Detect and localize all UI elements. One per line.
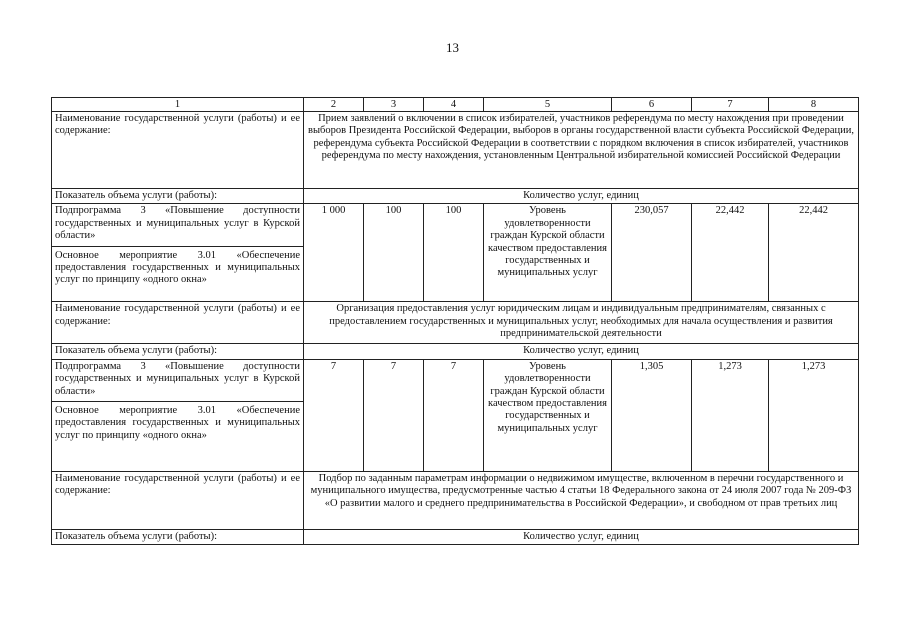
service-name-label: Наименование государственной услуги (работы) и ее содержание: (52, 471, 304, 529)
service-name-text: Организация предоставления услуг юридическим лицам и индивидуальным предпринимателям, связанных с предоставлением государственных и муниципальных услуг, необходимых для начала осуществления и развития предпринимательской деятельности (304, 302, 859, 344)
value-col3: 7 (364, 359, 424, 471)
volume-row (52, 189, 859, 204)
column-number: 2 (304, 98, 364, 112)
indicator-text: Уровень удовлетворенности граждан Курской области качеством предоставления государственных и муниципальных услуг (484, 359, 612, 471)
program-row (52, 359, 859, 471)
page-number: 13 (446, 40, 459, 55)
value-col3: 100 (364, 204, 424, 302)
value-col7: 1,273 (692, 359, 769, 471)
value-col4: 100 (424, 204, 484, 302)
service-name-label: Наименование государственной услуги (работы) и ее содержание: (52, 112, 304, 189)
program-row (52, 204, 859, 302)
subprogram-text: Подпрограмма 3 «Повышение доступности государственных и муниципальных услуг в Курской области» (55, 205, 300, 242)
value-col2: 7 (304, 359, 364, 471)
value-col6: 230,057 (612, 204, 692, 302)
value-col4: 7 (424, 359, 484, 471)
column-number: 1 (52, 98, 304, 112)
program-cell (52, 359, 304, 471)
services-table (51, 97, 859, 545)
value-col8: 22,442 (769, 204, 859, 302)
column-number: 5 (484, 98, 612, 112)
volume-row (52, 344, 859, 359)
column-number-row (52, 98, 859, 112)
volume-label: Показатель объема услуги (работы): (52, 189, 304, 204)
volume-label: Показатель объема услуги (работы): (52, 344, 304, 359)
subprogram-text: Подпрограмма 3 «Повышение доступности государственных и муниципальных услуг в Курской области» (55, 360, 300, 397)
service-name-row (52, 112, 859, 189)
volume-text: Количество услуг, единиц (304, 344, 859, 359)
service-name-text: Подбор по заданным параметрам информации о недвижимом имуществе, включенном в перечни государственного и муниципального имущества, предусмотренные частью 4 статьи 18 Федерального закона от 24 июля 2007 года № 209-ФЗ «О развитии малого и среднего предпринимательства в Российской Федерации», и свободном от прав третьих лиц (304, 471, 859, 529)
indicator-text: Уровень удовлетворенности граждан Курской области качеством предоставления государственных и муниципальных услуг (484, 204, 612, 302)
value-col8: 1,273 (769, 359, 859, 471)
column-number: 7 (692, 98, 769, 112)
column-number: 3 (364, 98, 424, 112)
value-col6: 1,305 (612, 359, 692, 471)
volume-label: Показатель объема услуги (работы): (52, 529, 304, 544)
value-col2: 1 000 (304, 204, 364, 302)
column-number: 4 (424, 98, 484, 112)
measure-text: Основное мероприятие 3.01 «Обеспечение предоставления государственных и муниципальных услуг по принципу «одного окна» (52, 246, 303, 287)
value-col7: 22,442 (692, 204, 769, 302)
service-name-row (52, 302, 859, 344)
program-cell (52, 204, 304, 302)
volume-row (52, 529, 859, 544)
column-number: 6 (612, 98, 692, 112)
service-name-row (52, 471, 859, 529)
service-name-text: Прием заявлений о включении в список избирателей, участников референдума по месту нахождения при проведении выборов Президента Российской Федерации, выборов в органы государственной власти субъекта Российской Федерации, референдума субъекта Российской Федерации в соответствии с порядком включения в список избирателей, участников референдума по месту нахождения, установленным Центральной избирательной комиссией Российской Федерации (304, 112, 859, 189)
measure-text: Основное мероприятие 3.01 «Обеспечение предоставления государственных и муниципальных услуг по принципу «одного окна» (52, 401, 303, 442)
column-number: 8 (769, 98, 859, 112)
volume-text: Количество услуг, единиц (304, 529, 859, 544)
volume-text: Количество услуг, единиц (304, 189, 859, 204)
service-name-label: Наименование государственной услуги (работы) и ее содержание: (52, 302, 304, 344)
